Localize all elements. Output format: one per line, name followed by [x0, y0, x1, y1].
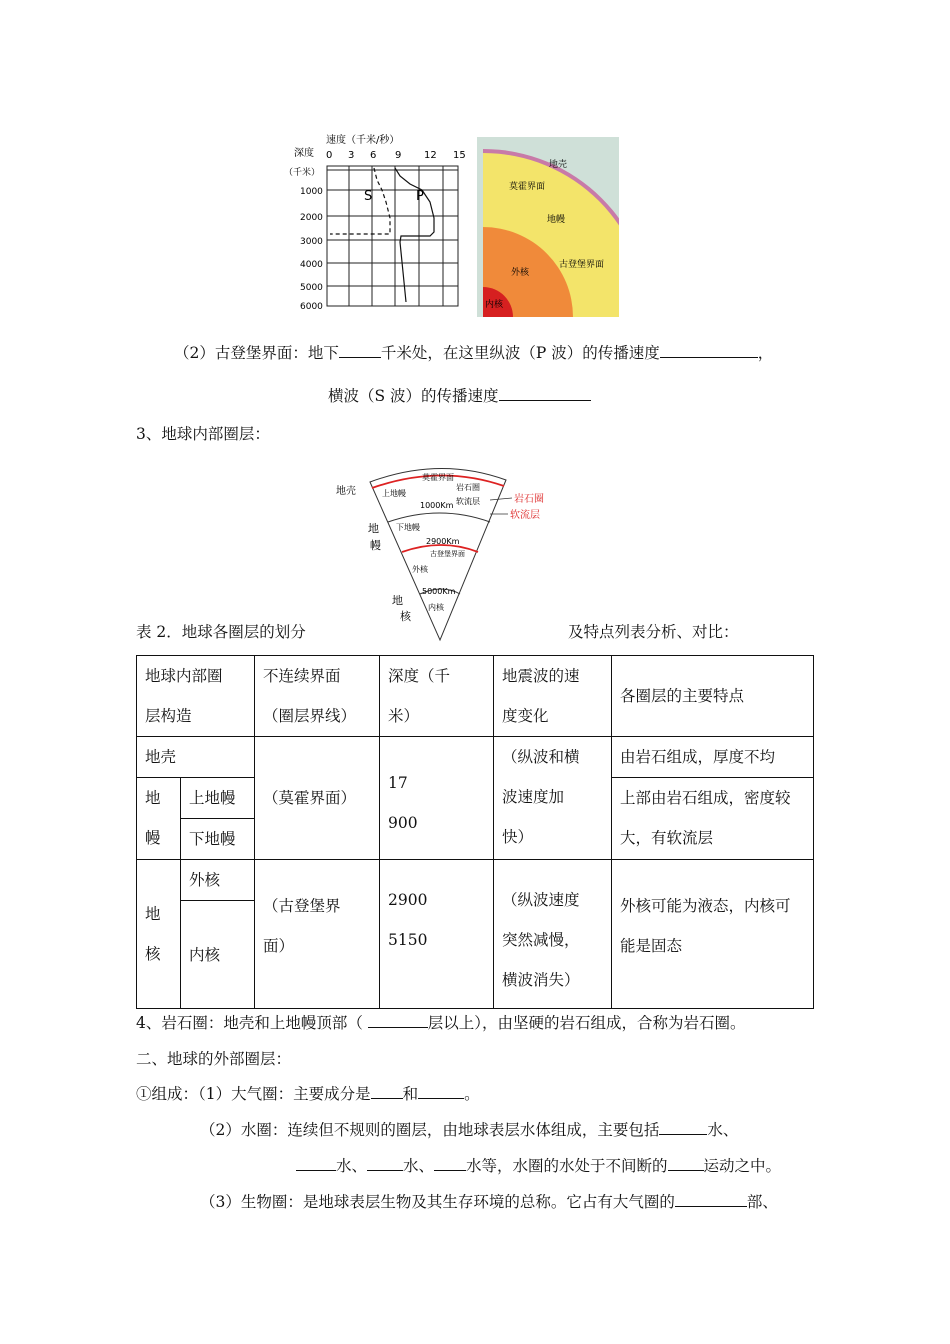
p-wave-curve [395, 168, 434, 302]
feature-mantle-line1: 上部由岩石组成，密度较 [620, 789, 791, 807]
cell-gutenberg [255, 860, 380, 1009]
label-1000km: 1000Km [420, 501, 454, 510]
feature-core-line2: 能是固态 [620, 937, 683, 955]
header-features: 各圈层的主要特点 [612, 656, 814, 737]
header-boundary [255, 656, 380, 737]
chart-grid [327, 166, 458, 306]
label-mantle-left-2: 幔 [370, 539, 381, 552]
gutenberg-paragraph-line2 [328, 385, 591, 406]
gutenberg-text-4: 横波（S 波）的传播速度 [328, 387, 499, 405]
gutenberg-line1: （古登堡界 [263, 897, 341, 915]
y-tick: 3000 [300, 237, 323, 247]
atmosphere-blank-1[interactable] [371, 1083, 403, 1099]
x-tick: 12 [424, 150, 437, 161]
heading-external-layers: 二、地球的外部圈层： [136, 1050, 292, 1068]
label-mantle-left-1: 地 [368, 522, 379, 535]
s-wave-label: S [364, 189, 373, 204]
earth-interior-wedge-diagram [330, 460, 570, 642]
label-crust: 地壳 [549, 160, 568, 170]
header-depth-line2: 米） [388, 707, 420, 725]
y-tick: 4000 [300, 260, 323, 270]
y-ticks [300, 187, 323, 312]
depth-900: 900 [388, 814, 418, 832]
depth-2900: 2900 [388, 891, 428, 909]
chart-title: 速度（千米/秒） [326, 135, 400, 146]
header-structure [137, 656, 255, 737]
earth-layers-table [136, 655, 814, 1009]
y-tick: 6000 [300, 302, 323, 312]
gutenberg-paragraph [174, 342, 773, 363]
lithosphere-text-2: 层以上），由坚硬的岩石组成，合称为岩石圈。 [427, 1014, 746, 1032]
wave-lower-line1: （纵波速度 [502, 891, 580, 909]
label-mantle: 地幔 [547, 215, 566, 225]
label-inner-core: 内核 [485, 300, 504, 310]
header-depth-line1: 深度（千 [388, 667, 451, 685]
wave-upper-line3: 快） [502, 828, 534, 846]
hydrosphere-text-3: 水、 [336, 1157, 368, 1175]
header-depth [380, 656, 494, 737]
cell-crust: 地壳 [137, 737, 255, 778]
lithosphere-blank[interactable] [368, 1012, 428, 1028]
x-ticks [326, 150, 466, 161]
header-wave-line1: 地震波的速 [502, 667, 580, 685]
table-row-outer-core [137, 860, 814, 901]
biosphere-text-2: 部、 [746, 1193, 778, 1211]
label-gutenberg: 古登堡界面 [559, 260, 605, 270]
hydrosphere-blank-5[interactable] [668, 1155, 704, 1171]
x-tick: 6 [370, 150, 377, 161]
s-wave-blank[interactable] [499, 385, 591, 401]
core-label-1: 地 [145, 905, 161, 923]
hydrosphere-line2 [296, 1155, 781, 1176]
cell-inner-core: 内核 [181, 901, 255, 1009]
header-structure-line1: 地球内部圈 [145, 667, 223, 685]
hydrosphere-blank-4[interactable] [434, 1155, 466, 1171]
label-upper-mantle-vertical [382, 488, 406, 498]
cell-wave-upper [494, 737, 612, 860]
atmosphere-text-2: 和 [402, 1085, 419, 1103]
y-tick: 1000 [300, 187, 323, 197]
label-lower-mantle: 下地幔 [396, 523, 420, 532]
hydrosphere-text-2: 水、 [707, 1121, 739, 1139]
hydrosphere-text-6: 运动之中。 [703, 1157, 782, 1175]
depth-blank[interactable] [339, 342, 381, 358]
y-tick: 2000 [300, 213, 323, 223]
label-asthenosphere: 软流层 [510, 510, 540, 521]
wave-lower-line2: 突然减慢， [502, 931, 580, 949]
label-outer-core-wedge: 外核 [412, 565, 428, 574]
x-tick: 0 [326, 150, 333, 161]
cell-depth-upper [380, 737, 494, 860]
feature-core-line1: 外核可能为液态，内核可 [620, 897, 791, 915]
heading-internal-layers: 3、地球内部圈层： [136, 425, 270, 443]
table-caption-left: 表 2．地球各圈层的划分 [136, 623, 306, 641]
x-tick: 15 [453, 150, 466, 161]
y-tick: 5000 [300, 283, 323, 293]
s-wave-curve [330, 168, 390, 234]
y-axis-label-depth: 深度 [294, 148, 314, 159]
p-wave-label: P [416, 189, 424, 204]
lithosphere-text-1: 4、岩石圈：地壳和上地幔顶部（ [136, 1014, 368, 1032]
depth-17: 17 [388, 774, 408, 792]
feature-mantle-line2: 大，有软流层 [620, 829, 714, 847]
label-5000km: 5000Km [422, 587, 456, 596]
header-boundary-line1: 不连续界面 [263, 667, 341, 685]
depth-5150: 5150 [388, 931, 428, 949]
cell-feature-crust: 由岩石组成，厚度不均 [612, 737, 814, 778]
label-core-left-2: 核 [400, 610, 411, 623]
hydrosphere-text-5: 水等，水圈的水处于不间断的 [466, 1157, 668, 1175]
p-wave-blank[interactable] [660, 342, 758, 358]
header-wave-line2: 度变化 [502, 707, 549, 725]
label-moho: 莫霍界面 [509, 182, 546, 192]
cell-outer-core: 外核 [181, 860, 255, 901]
gutenberg-text-3: ， [757, 344, 774, 362]
y-axis-label-unit: （千米） [284, 168, 321, 178]
atmosphere-text-1: ①组成：（1）大气圈：主要成分是 [136, 1085, 371, 1103]
table-caption-right: 及特点列表分析、对比： [568, 623, 739, 641]
x-tick: 3 [348, 150, 355, 161]
upper-mantle-label: 上地幔 [382, 489, 406, 498]
hydrosphere-text-1: （2）水圈：连续但不规则的圈层，由地球表层水体组成，主要包括 [200, 1121, 660, 1139]
label-core-left-1: 地 [392, 594, 403, 607]
hydrosphere-text-4: 水、 [403, 1157, 435, 1175]
cell-core-label [137, 860, 181, 1009]
x-tick: 9 [395, 150, 402, 161]
cell-upper-mantle: 上地幔 [181, 778, 255, 819]
header-wave [494, 656, 612, 737]
label-gutenberg-wedge: 古登堡界面 [430, 550, 465, 558]
label-lithosphere-chars: 岩石圈 [456, 483, 480, 492]
cell-depth-lower [380, 860, 494, 1009]
cell-lower-mantle: 下地幔 [181, 819, 255, 860]
label-outer-core: 外核 [511, 268, 530, 278]
atmosphere-blank-2[interactable] [418, 1083, 464, 1099]
table-header-row [137, 656, 814, 737]
mantle-label-1: 地 [145, 789, 161, 807]
cell-feature-core [612, 860, 814, 1009]
core-label-2: 核 [145, 945, 161, 963]
label-inner-core-wedge: 内核 [428, 603, 444, 612]
wave-lower-line3: 横波消失） [502, 971, 580, 989]
label-asthenosphere-chars: 软流层 [456, 497, 480, 506]
label-lithosphere: 岩石圈 [514, 494, 544, 505]
wave-upper-line1: （纵波和横 [502, 748, 580, 766]
cell-wave-lower [494, 860, 612, 1009]
wave-upper-line2: 波速度加 [502, 788, 565, 806]
lithosphere-paragraph [136, 1012, 746, 1033]
header-structure-line2: 层构造 [145, 707, 192, 725]
atmosphere-text-3: 。 [464, 1085, 480, 1103]
gutenberg-text-1: （2）古登堡界面：地下 [174, 344, 339, 362]
atmosphere-line [136, 1083, 480, 1104]
cell-mantle-label [137, 778, 181, 860]
seismic-velocity-chart [282, 132, 472, 318]
hydrosphere-blank-3[interactable] [367, 1155, 403, 1171]
label-crust-left: 地壳 [336, 486, 356, 497]
cell-feature-mantle [612, 778, 814, 860]
hydrosphere-blank-1[interactable] [659, 1119, 707, 1135]
gutenberg-line2: 面） [263, 937, 295, 955]
header-boundary-line2: （圈层界线） [263, 707, 357, 725]
hydrosphere-line [200, 1119, 738, 1140]
gutenberg-text-2: 千米处，在这里纵波（P 波）的传播速度 [380, 344, 660, 362]
label-moho-top: 莫霍界面 [422, 473, 454, 482]
table-row-crust [137, 737, 814, 778]
biosphere-line [200, 1191, 778, 1212]
hydrosphere-blank-2[interactable] [296, 1155, 336, 1171]
mantle-label-2: 幔 [145, 829, 161, 847]
earth-layers-quarter-diagram [477, 137, 619, 317]
label-2900km: 2900Km [426, 537, 460, 546]
biosphere-text-1: （3）生物圈：是地球表层生物及其生存环境的总称。它占有大气圈的 [200, 1193, 675, 1211]
biosphere-blank[interactable] [675, 1191, 747, 1207]
cell-moho: （莫霍界面） [255, 737, 380, 860]
